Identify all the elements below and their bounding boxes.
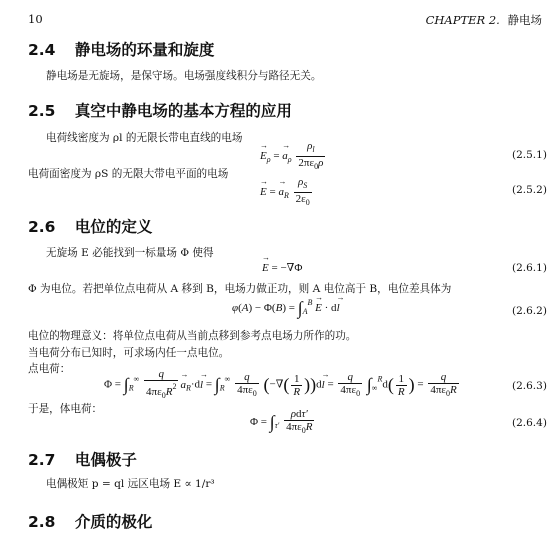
paragraph: 无旋场 E 必能找到一标量场 Φ 使得 [46, 247, 214, 259]
section-number: 2.4 [28, 41, 56, 59]
section-title: 静电场的环量和旋度 [74, 41, 215, 59]
equation-2-6-4: $\Phi = \int_{\tau'}$ $\frac{\text{ρdτ′}}{4\pi\varepsilon_0R}$ [250, 408, 313, 435]
equation-number: (2.6.3) [512, 380, 547, 392]
section-heading-2-6 [28, 215, 152, 237]
section-title: 真空中静电场的基本方程的应用 [74, 102, 292, 120]
equation-number: (2.6.1) [512, 262, 547, 274]
section-heading-2-7 [28, 448, 137, 470]
paragraph: 电荷面密度为 ρS 的无限大带电平面的电场 [28, 168, 229, 180]
section-number: 2.7 [28, 451, 56, 469]
equation-2-5-2: → E = → $a_R$ $\frac{\rho_S}{2\varepsilon_0}$ [260, 176, 314, 209]
section-number: 2.8 [28, 513, 56, 531]
paragraph: 电偶极矩 p = ql 远区电场 E ∝ 1/r³ [46, 478, 215, 490]
page-number: 10 [28, 12, 43, 26]
equation-number: (2.5.1) [512, 149, 547, 161]
section-heading-2-4 [28, 38, 214, 60]
equation-number: (2.5.2) [512, 184, 547, 196]
paragraph: 于是，体电荷： [28, 403, 103, 415]
section-heading-2-5 [28, 99, 292, 121]
equation-number: (2.6.2) [512, 305, 547, 317]
equation-2-6-3: $\Phi = \int_R^\infty$ $\frac{q}{4\pi\varepsilon_0R^2}$ → $a_R\cdot d\to l = \int_R^\infty$ $\frac{q}{4\pi\varepsilon_0}$ (−∇( $\frac{1}{R}$ ))d→ l = $\frac{q}{4\pi\varepsilon_0}$ $\int_\infty^Rd$( $\frac{1}{R}$ ) = $\frac{q}{4\pi\varepsilon_0R}$ [104, 368, 461, 402]
equation-2-6-2: $\varphi(A) - \Phi(B) = \int_A^B \to E \cdot d\to l$ [232, 298, 340, 319]
paragraph: 当电荷分布已知时，可求场内任一点电位。 [28, 347, 230, 359]
paragraph: 点电荷： [28, 363, 71, 375]
chapter-label: CHAPTER 2. [425, 13, 500, 27]
section-title: 介质的极化 [74, 513, 153, 531]
section-heading-2-8 [28, 510, 152, 532]
section-title: 电偶极子 [74, 451, 137, 469]
section-number: 2.5 [28, 102, 56, 120]
section-title: 电位的定义 [74, 218, 153, 236]
paragraph: 电位的物理意义：将单位点电荷从当前点移到参考点电场力所作的功。 [28, 330, 357, 342]
section-number: 2.6 [28, 218, 56, 236]
equation-2-6-1: → E = −∇Φ [262, 261, 302, 274]
paragraph: Φ 为电位。若把单位点电荷从 A 移到 B，电场力做正功，则 A 电位高于 B，电位差具体为 [28, 283, 452, 295]
equation-number: (2.6.4) [512, 417, 547, 429]
equation-2-5-1: → $E_\rho$ = → $a_\rho$ $\frac{\rho_l}{2\pi\varepsilon_0\rho}$ [260, 140, 327, 173]
paragraph: 电荷线密度为 ρl 的无限长带电直线的电场 [46, 132, 243, 144]
running-header [426, 12, 542, 28]
paragraph: 静电场是无旋场，是保守场。电场强度线积分与路径无关。 [46, 70, 322, 82]
chapter-title: 静电场 [507, 13, 542, 27]
